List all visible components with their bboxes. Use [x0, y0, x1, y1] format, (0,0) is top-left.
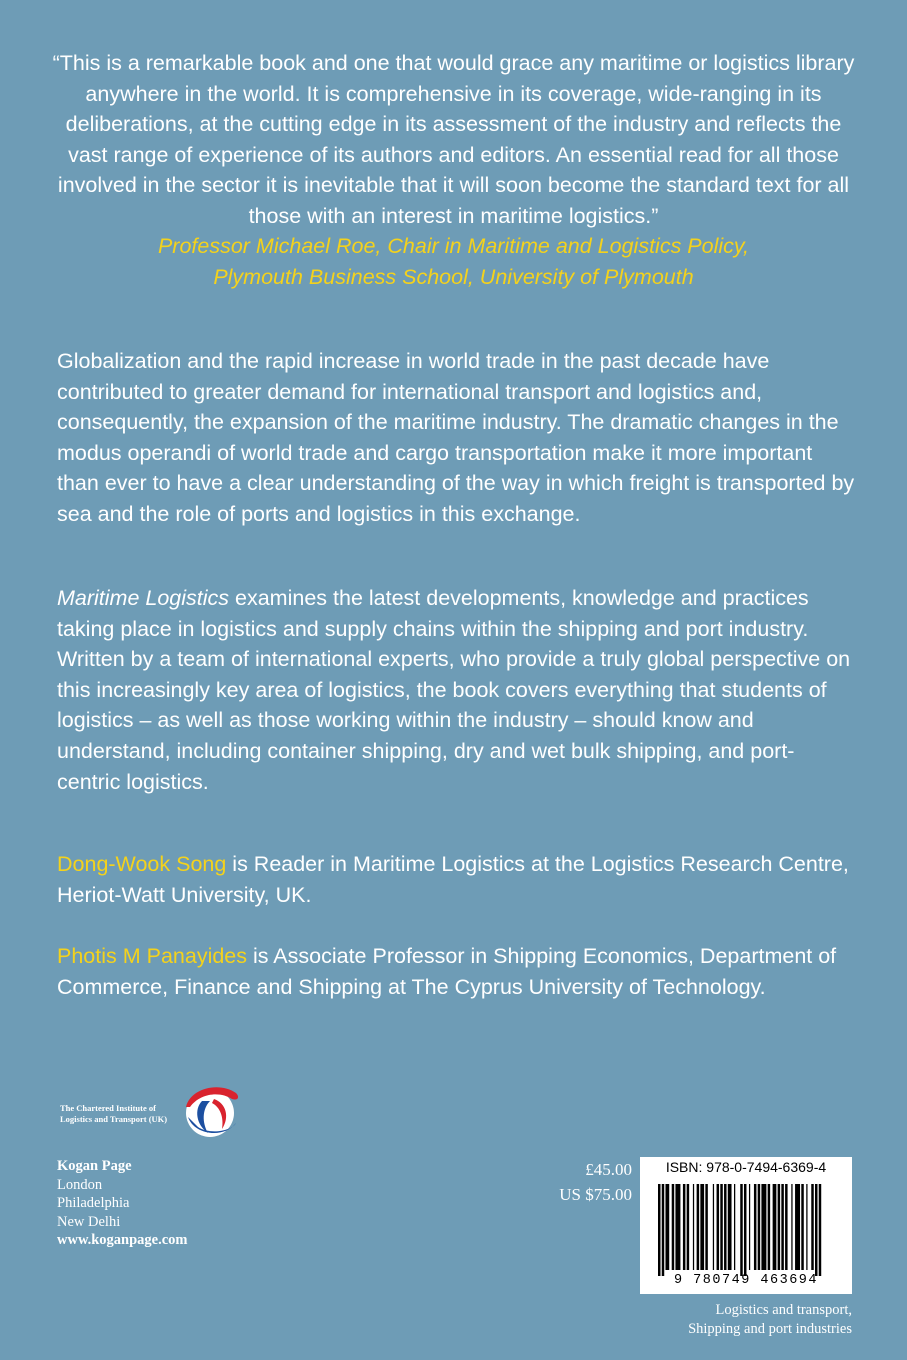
barcode-bar: [705, 1184, 707, 1270]
barcode-bar: [778, 1184, 780, 1270]
cilt-logo-line2: Logistics and Transport (UK): [60, 1114, 168, 1124]
barcode-bar: [768, 1184, 770, 1270]
barcode-bar: [749, 1184, 750, 1270]
barcode-bar: [734, 1184, 735, 1270]
barcode-bar: [683, 1184, 685, 1270]
barcode-bar: [819, 1184, 821, 1276]
publisher-city: Philadelphia: [57, 1195, 130, 1211]
barcode-bar: [720, 1184, 722, 1270]
barcode-bar: [687, 1184, 689, 1270]
barcode-bar: [754, 1184, 756, 1270]
barcode-box: [640, 1157, 852, 1294]
barcode-bar: [815, 1184, 817, 1276]
author-bio-text: is Associate Professor in Shipping Economics, Department of Commerce, Finance and Shipping at The Cyprus University of Technology.: [57, 944, 837, 999]
barcode-bar: [724, 1184, 726, 1270]
publisher-website: www.koganpage.com: [57, 1232, 188, 1248]
publisher-name: Kogan Page: [57, 1158, 132, 1174]
price-usd: US $75.00: [559, 1185, 632, 1204]
publisher-city: London: [57, 1176, 103, 1193]
review-quote-block: [50, 48, 857, 292]
book-title-inline: Maritime Logistics: [57, 586, 230, 610]
barcode-bar: [697, 1184, 699, 1270]
review-attribution-line2: Plymouth Business School, University of Plymouth: [213, 264, 694, 289]
barcode-bar: [801, 1184, 803, 1270]
barcode-bar: [713, 1184, 714, 1270]
barcode-bar: [811, 1184, 813, 1270]
publisher-info: [57, 1157, 188, 1250]
barcode-bar: [773, 1184, 777, 1270]
barcode-icon: [658, 1184, 836, 1276]
barcode-bar: [740, 1184, 742, 1276]
barcode-bar: [672, 1184, 674, 1270]
barcode-bar: [665, 1184, 669, 1270]
barcode-bar: [700, 1184, 704, 1270]
cilt-logo: [60, 1077, 260, 1167]
barcode-digits: 9 780749 463694: [673, 1273, 819, 1288]
author-bio-text: is Reader in Maritime Logistics at the Logistics Research Centre, Heriot-Watt University, UK.: [57, 852, 849, 907]
description-paragraph-1: Globalization and the rapid increase in world trade in the past decade have contributed to greater demand for international transport and logistics and, consequently, the expansion of the maritime industry. The dramatic changes in the modus operandi of world trade and cargo transportation make it more important than ever to have a clear understanding of the way in which freight is transported by sea and the role of ports and logistics in this exchange.: [57, 349, 855, 526]
barcode-bar: [728, 1184, 732, 1270]
barcode-bar: [717, 1184, 719, 1270]
barcode-bar: [761, 1184, 766, 1270]
author-bio-song: [57, 849, 857, 910]
barcode-bar: [744, 1184, 746, 1276]
barcode-bar: [781, 1184, 783, 1270]
publisher-city: New Delhi: [57, 1213, 121, 1230]
barcode-bar: [758, 1184, 760, 1270]
barcode-bar: [795, 1184, 800, 1270]
review-attribution-line1: Professor Michael Roe, Chair in Maritime and Logistics Policy,: [157, 234, 750, 258]
description-paragraph-2-text: examines the latest developments, knowledge and practices taking place in logistics and supply chains within the shipping and port industry. Written by a team of international experts, who provide a truly global perspective on this increasingly key area of logistics, the book covers everything that students of logistics – as well as those working within the industry – should know and understand, including container shipping, dry and wet bulk shipping, and port-centric logistics.: [57, 586, 851, 794]
price-gbp: £45.00: [585, 1160, 632, 1179]
barcode-bar: [662, 1184, 664, 1276]
category-line1: Logistics and transport,: [715, 1302, 852, 1318]
description-paragraph-2: [57, 583, 857, 797]
review-quote: “This is a remarkable book and one that would grace any maritime or logistics library anywhere in the world. It is comprehensive in its coverage, wide-ranging in its deliberations, at the cutting edge in its assessment of the industry and reflects the vast range of experience of its authors and editors. An essential read for all those involved in the sector it is inevitable that it will soon become the standard text for all those with an interest in maritime logistics.”: [52, 51, 855, 228]
price-block: [520, 1157, 632, 1207]
author-name: Dong-Wook Song: [57, 852, 227, 876]
barcode-bar: [693, 1184, 694, 1270]
cilt-logo-line1: The Chartered Institute of: [60, 1103, 156, 1113]
isbn-label: ISBN: 978-0-7494-6369-4: [665, 1159, 827, 1175]
barcode-bar: [806, 1184, 807, 1270]
barcode-bar: [791, 1184, 792, 1270]
barcode-bar: [658, 1184, 660, 1276]
category-line2: Shipping and port industries: [688, 1321, 852, 1337]
author-bio-panayides: [57, 941, 857, 1002]
cilt-globe-icon: [180, 1077, 244, 1141]
barcode-bar: [675, 1184, 680, 1270]
author-name: Photis M Panayides: [57, 944, 248, 968]
category-label: [640, 1301, 852, 1339]
barcode-bar: [785, 1184, 787, 1270]
